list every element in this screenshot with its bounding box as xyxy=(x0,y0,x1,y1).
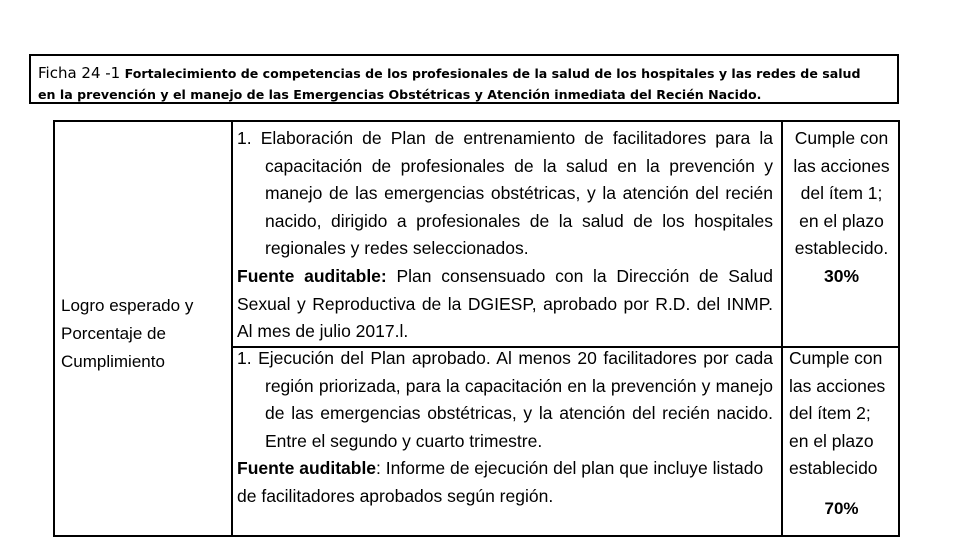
title-line-1 xyxy=(38,62,890,84)
row-label-line-2: Porcentaje de xyxy=(61,324,166,343)
row-1-source-text: Plan consensuado con la Dirección de Salud Sexual y Reproductiva de la DGIESP, aprobado por R.D. del INMP. Al mes de julio 2017.l. xyxy=(237,265,774,342)
achievement-table xyxy=(53,120,900,537)
row-2-description xyxy=(237,345,773,511)
row-label-line-1: Logro esperado y xyxy=(61,296,194,315)
row-2-item xyxy=(237,345,773,455)
row-1-result-line-2: las acciones xyxy=(793,155,890,176)
row-1-source xyxy=(237,263,773,346)
row-2-result-line-1: Cumple con xyxy=(789,348,883,368)
row-label xyxy=(61,292,236,376)
row-2-result-line-5: establecido xyxy=(789,458,878,479)
row-1-result-line-3: del ítem 1; xyxy=(800,183,883,204)
ficha-title-part-1: Fortalecimiento de competencias de los profesionales de la salud de los hospitales y las redes de salud xyxy=(120,66,861,81)
row-1-item xyxy=(237,125,773,263)
row-1-item-number: 1. xyxy=(237,128,252,148)
row-1-result-line-4: en el plazo xyxy=(799,210,884,231)
row-1-item-text: Elaboración de Plan de entrenamiento de facilitadores para la capacitación de profesionales de la salud en la prevención y manejo de las emergencias obstétricas, y la atención del recién nacido, dirigido a profesionales de la salud de los hospitales regionales y redes seleccionados. xyxy=(260,128,773,259)
row-2-source xyxy=(237,455,773,510)
row-1-percentage: 30% xyxy=(823,265,860,286)
row-label-line-3: Cumplimiento xyxy=(61,352,165,371)
row-2-result-line-4: en el plazo xyxy=(789,430,874,451)
ficha-number: Ficha 24 -1 xyxy=(38,64,121,82)
row-1-description xyxy=(237,125,773,346)
row-2-item-number: 1. xyxy=(237,348,252,368)
row-2-result-line-3: del ítem 2; xyxy=(789,403,871,424)
row-2-result xyxy=(783,345,900,483)
ficha-title-box xyxy=(29,54,899,104)
row-2-percentage: 70% xyxy=(824,499,859,518)
row-2-item-text: Ejecución del Plan aprobado. Al menos 20 facilitadores por cada región priorizada, para la capacitación en la prevención y manejo de las emergencias obstétricas, y la atención del recién nacido. Entre el segundo y cuarto trimestre. xyxy=(258,348,773,451)
ficha-title-part-2: en la prevención y el manejo de las Emergencias Obstétricas y Atención inmediata del Recién Nacido. xyxy=(38,87,762,102)
row-1-result-line-1: Cumple con xyxy=(794,128,889,148)
row-2-source-label: Fuente auditable xyxy=(237,458,377,479)
row-1-result xyxy=(783,125,900,291)
row-1-result-line-5: establecido. xyxy=(794,238,889,259)
row-2-source-text: : Informe de ejecución del plan que incluye listado de facilitadores aprobados según región. xyxy=(237,458,764,506)
row-2-result-line-2: las acciones xyxy=(789,375,886,396)
row-1-source-label: Fuente auditable: xyxy=(237,265,387,286)
